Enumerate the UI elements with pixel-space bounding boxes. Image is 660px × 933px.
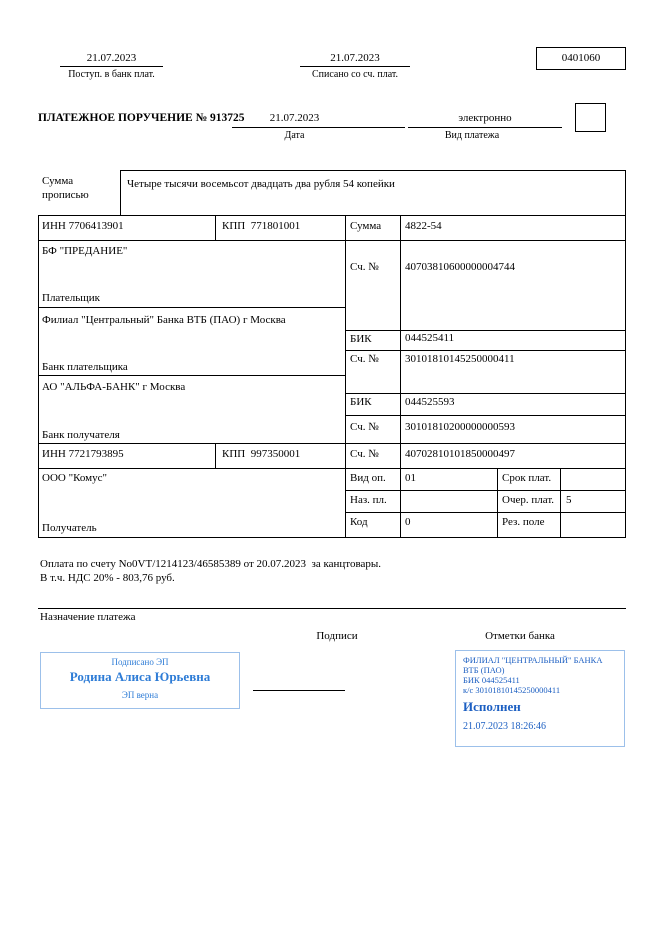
bank-stamp — [455, 650, 625, 747]
payer-bank-bik: 044525411 — [405, 332, 455, 344]
vid-op-label: Вид оп. — [350, 472, 386, 484]
receiver-name: ООО "Комус" — [42, 472, 107, 484]
received-label: Поступ. в банк плат. — [68, 69, 155, 80]
grid-line — [345, 350, 626, 351]
payer-kpp: КПП 771801001 — [222, 220, 301, 232]
grid-line — [560, 468, 561, 537]
receiver-account: 40702810101850000497 — [405, 448, 515, 460]
receiver-inn: ИНН 7721793895 — [42, 448, 124, 460]
payer-name: БФ "ПРЕДАНИЕ" — [42, 245, 128, 257]
payer-section-label: Плательщик — [42, 292, 100, 304]
receiver-account-label: Сч. № — [350, 448, 379, 460]
underline — [408, 127, 562, 128]
amount-words-label-2: прописью — [42, 189, 89, 201]
received-date: 21.07.2023 — [86, 52, 137, 64]
grid-line — [215, 443, 216, 468]
bank-stamp-bik: БИК 044525411 — [463, 675, 520, 685]
kod-label: Код — [350, 516, 368, 528]
purpose-label: Назначение платежа — [40, 611, 136, 623]
underline — [232, 127, 405, 128]
debited-label: Списано со сч. плат. — [311, 69, 399, 80]
grid-line — [38, 307, 346, 308]
bank-stamp-status: Исполнен — [463, 699, 521, 714]
grid-line — [38, 468, 626, 469]
receiver-bank-name: АО "АЛЬФА-БАНК" г Москва — [42, 381, 186, 393]
grid-line — [400, 215, 401, 537]
grid-line — [120, 170, 626, 171]
receiver-bank-account: 30101810200000000593 — [405, 421, 515, 433]
grid-line — [38, 443, 626, 444]
grid-line — [215, 215, 216, 240]
date-label: Дата — [284, 130, 305, 141]
grid-line — [38, 240, 626, 241]
debited-date: 21.07.2023 — [330, 52, 380, 64]
signed-by-label: Подписано ЭП — [111, 657, 169, 667]
doc-date: 21.07.2023 — [269, 112, 320, 124]
srok-plat-label: Срок плат. — [502, 472, 552, 484]
underline — [60, 66, 163, 67]
receiver-bank-account-label: Сч. № — [350, 421, 379, 433]
naz-pl-label: Наз. пл. — [350, 494, 387, 506]
payer-inn: ИНН 7706413901 — [42, 220, 124, 232]
bank-stamp-name-2: ВТБ (ПАО) — [463, 665, 505, 675]
bank-stamp-datetime: 21.07.2023 18:26:46 — [463, 721, 547, 732]
bank-marks-heading: Отметки банка — [485, 630, 555, 642]
rez-pole-label: Рез. поле — [502, 516, 545, 528]
grid-line — [38, 215, 39, 537]
purpose-line — [38, 608, 626, 609]
payment-kind: электронно — [458, 112, 512, 124]
signer-name: Родина Алиса Юрьевна — [69, 669, 211, 684]
grid-line — [345, 330, 626, 331]
underline — [300, 66, 410, 67]
form-code-box: 0401060 — [536, 47, 626, 70]
ocher-plat-value: 5 — [566, 494, 572, 506]
ocher-plat-label: Очер. плат. — [502, 494, 555, 506]
grid-line — [345, 215, 346, 537]
signatures-heading: Подписи — [316, 630, 358, 642]
receiver-bank-bik-label: БИК — [350, 396, 372, 408]
grid-line — [345, 393, 626, 394]
amount-words-label-1: Сумма — [42, 175, 74, 187]
grid-line — [38, 375, 346, 376]
receiver-bank-bik: 044525593 — [405, 396, 455, 408]
purpose-line-2: В т.ч. НДС 20% - 803,76 руб. — [40, 572, 175, 584]
doc-title: ПЛАТЕЖНОЕ ПОРУЧЕНИЕ № 913725 — [38, 112, 245, 124]
payment-kind-label: Вид платежа — [444, 130, 500, 141]
kod-value: 0 — [405, 516, 411, 528]
bank-stamp-corr: к/с 30101810145250000411 — [463, 685, 561, 695]
payer-bank-section-label: Банк плательщика — [42, 361, 128, 373]
bank-stamp-name-1: ФИЛИАЛ "ЦЕНТРАЛЬНЫЙ" БАНКА — [463, 655, 603, 665]
payer-account: 40703810600000004744 — [405, 261, 515, 273]
grid-line — [345, 512, 626, 513]
grid-line — [625, 170, 626, 537]
signature-line — [253, 690, 345, 691]
vid-op-value: 01 — [405, 472, 416, 484]
grid-line — [38, 537, 626, 538]
purpose-line-1: Оплата по счету No0VT/1214123/46585389 от 20.07.2023 за канцтовары. — [40, 558, 382, 570]
signature-valid-label: ЭП верна — [121, 690, 159, 700]
amount-words: Четыре тысячи восемьсот двадцать два рубля 54 копейки — [127, 178, 395, 190]
sum-value: 4822-54 — [405, 220, 442, 232]
grid-line — [497, 468, 498, 537]
payer-bank-account-label: Сч. № — [350, 353, 379, 365]
grid-line — [120, 170, 121, 215]
grid-line — [345, 490, 626, 491]
receiver-kpp: КПП 997350001 — [222, 448, 301, 460]
grid-line — [38, 215, 626, 216]
sum-label: Сумма — [350, 220, 382, 232]
payer-bank-account: 30101810145250000411 — [405, 353, 515, 365]
receiver-bank-section-label: Банк получателя — [42, 429, 120, 441]
payer-bank-name: Филиал "Центральный" Банка ВТБ (ПАО) г Москва — [42, 314, 286, 326]
signature-stamp — [40, 652, 240, 709]
payer-account-label: Сч. № — [350, 261, 379, 273]
grid-line — [345, 415, 626, 416]
payer-bank-bik-label: БИК — [350, 333, 372, 345]
receiver-section-label: Получатель — [42, 522, 97, 534]
reserve-box — [575, 103, 606, 132]
